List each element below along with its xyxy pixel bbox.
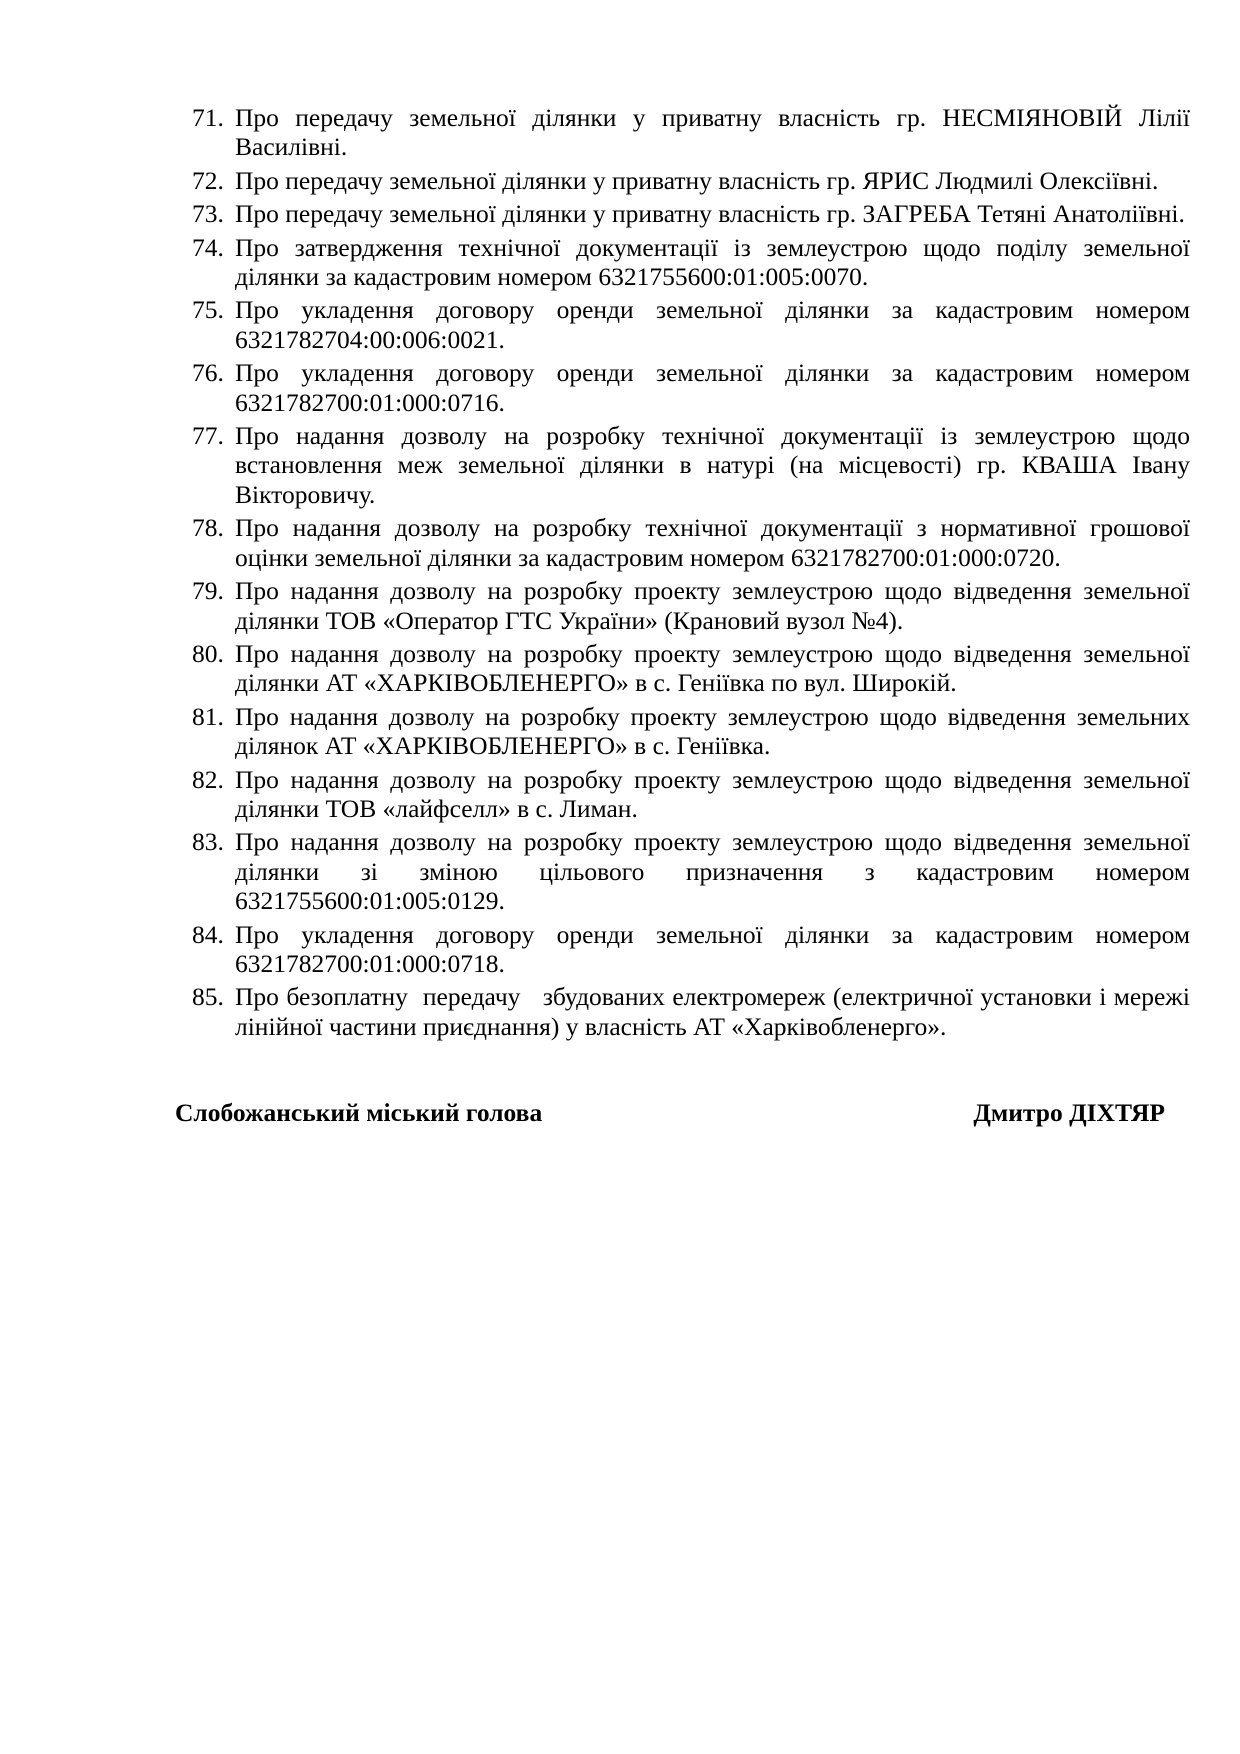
- list-item: [192, 233, 1190, 292]
- list-item-number: 78.: [192, 513, 224, 543]
- list-item-number: 77.: [192, 421, 224, 451]
- list-item-text: Про укладення договору оренди земельної ділянки за кадастровим номером 6321782700:01:000:0718.: [235, 919, 1190, 978]
- list-item-number: 72.: [192, 165, 224, 195]
- list-item: [192, 421, 1190, 509]
- list-item-number: 76.: [192, 358, 224, 388]
- list-item-text: Про надання дозволу на розробку проекту землеустрою щодо відведення земельної ділянки ТОВ «лайфселл» в с. Лиман.: [235, 764, 1190, 823]
- list-item-number: 73.: [192, 199, 224, 229]
- list-item: [192, 295, 1190, 354]
- list-item-text: Про передачу земельної ділянки у приватну власність гр. НЕСМІЯНОВІЙ Лілії Василівні.: [235, 103, 1190, 162]
- list-item-text: Про надання дозволу на розробку технічної документації з нормативної грошової оцінки земельної ділянки за кадастровим номером 6321782700:01:000:0720.: [235, 513, 1190, 572]
- list-item: [192, 765, 1190, 824]
- list-item-number: 79.: [192, 576, 224, 606]
- agenda-item-list: [192, 103, 1190, 1045]
- list-item-text: Про укладення договору оренди земельної ділянки за кадастровим номером 6321782700:01:000:0716.: [235, 358, 1190, 417]
- list-item-number: 83.: [192, 827, 224, 857]
- list-item-text: Про затвердження технічної документації із землеустрою щодо поділу земельної ділянки за кадастровим номером 6321755600:01:005:0070.: [235, 232, 1190, 292]
- list-item-number: 80.: [192, 638, 224, 668]
- list-item: [192, 576, 1190, 635]
- list-item: [192, 513, 1190, 572]
- list-item-number: 81.: [192, 701, 224, 731]
- list-item: [192, 199, 1190, 228]
- list-item: [192, 103, 1190, 162]
- signatory-position-title: Слобожанський міський голова: [175, 1098, 543, 1127]
- list-item-number: 75.: [192, 295, 224, 325]
- list-item-text: Про надання дозволу на розробку проекту землеустрою щодо відведення земельних ділянок АТ «ХАРКІВОБЛЕНЕРГО» в с. Геніївка.: [235, 701, 1190, 761]
- list-item-number: 85.: [192, 982, 224, 1012]
- list-item: [192, 920, 1190, 979]
- list-item-text: Про передачу земельної ділянки у приватну власність гр. ЗАГРЕБА Тетяні Анатоліївні.: [235, 199, 1185, 229]
- list-item-text: Про укладення договору оренди земельної ділянки за кадастровим номером 6321782704:00:006:0021.: [235, 295, 1190, 354]
- list-item-number: 74.: [192, 232, 224, 262]
- list-item: [192, 702, 1190, 761]
- list-item-text: Про надання дозволу на розробку проекту землеустрою щодо відведення земельної ділянки АТ «ХАРКІВОБЛЕНЕРГО» в с. Геніївка по вул. Широкій.: [235, 638, 1190, 698]
- list-item-text: Про надання дозволу на розробку проекту землеустрою щодо відведення земельної ділянки ТОВ «Оператор ГТС України» (Крановий вузол №4).: [235, 576, 1190, 635]
- list-item: [192, 982, 1190, 1041]
- signature-row: [175, 1098, 1190, 1128]
- list-item-number: 82.: [192, 764, 224, 794]
- list-item: [192, 358, 1190, 417]
- list-item-text: Про надання дозволу на розробку технічної документації із землеустрою щодо встановлення меж земельної ділянки в натурі (на місцевості) гр. КВАША Івану Вікторовичу.: [235, 421, 1190, 509]
- list-item-number: 84.: [192, 919, 224, 949]
- list-item: [192, 639, 1190, 698]
- signatory-name: Дмитро ДІХТЯР: [973, 1098, 1165, 1127]
- list-item-text: Про безоплатну передачу збудованих електромереж (електричної установки і мережі лінійної частини приєднання) у власність АТ «Харківобленерго».: [235, 982, 1190, 1041]
- list-item-text: Про надання дозволу на розробку проекту землеустрою щодо відведення земельної ділянки зі зміною цільового призначення з кадастровим номером 6321755600:01:005:0129.: [235, 827, 1190, 916]
- list-item-number: 71.: [192, 103, 224, 132]
- list-item-text: Про передачу земельної ділянки у приватну власність гр. ЯРИС Людмилі Олексіївні.: [235, 165, 1159, 195]
- list-item: [192, 166, 1190, 195]
- list-item: [192, 827, 1190, 915]
